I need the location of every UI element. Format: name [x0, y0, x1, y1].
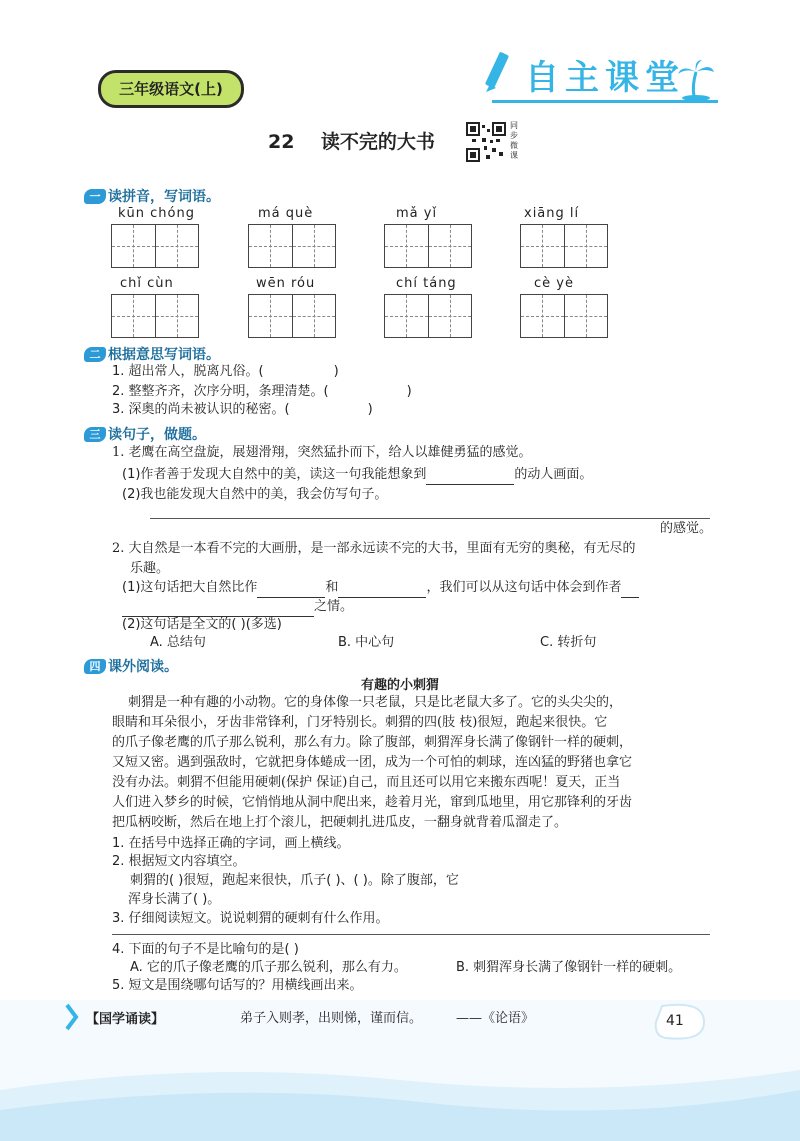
- brand-title: 自主课堂: [525, 58, 685, 98]
- section4-number: 四: [84, 659, 106, 674]
- section2-number: 二: [84, 347, 106, 362]
- section1-title: 读拼音，写词语。: [108, 189, 220, 205]
- q3-2-line2: 乐趣。: [130, 561, 170, 576]
- page-number-badge: [652, 1002, 708, 1042]
- section2-heading: [84, 344, 220, 364]
- q3-1-2-end: 的感觉。: [660, 521, 713, 536]
- lesson-number: 22: [268, 131, 295, 153]
- lesson-name: 读不完的大书: [320, 131, 435, 153]
- brand-underline: [492, 100, 718, 103]
- story-line-7: 把瓜柄咬断，然后在地上打个滚儿，把硬刺扎进瓜皮，一翻身就背着瓜溜走了。: [112, 815, 568, 830]
- bracket-close: ): [406, 384, 412, 399]
- writing-grid[interactable]: [111, 294, 199, 338]
- footer-quote: 弟子入则孝，出则悌，谨而信。: [240, 1011, 423, 1026]
- q4-4-option-a[interactable]: A. 它的爪子像老鹰的爪子那么锐利，那么有力。: [130, 960, 407, 975]
- footer-wave: [0, 1050, 800, 1141]
- q4-4-option-b[interactable]: B. 刺猬浑身长满了像钢针一样的硬刺。: [456, 960, 682, 975]
- bracket-close: ): [333, 364, 339, 379]
- writing-grid[interactable]: [520, 224, 608, 268]
- q4-3: 3. 仔细阅读短文。说说刺猬的硬刺有什么作用。: [112, 911, 389, 926]
- q3-2-2: (2)这句话是全文的( )(多选): [122, 617, 282, 632]
- story-line-5: 没有办法。刺猬不但能用硬刺(保护 保证)自己，而且还可以用它来搬东西呢！夏天，正当: [112, 775, 621, 790]
- pinyin-3: mǎ yǐ: [396, 206, 438, 221]
- page-number: 41: [666, 1013, 684, 1029]
- option-a[interactable]: A. 总结句: [150, 635, 206, 650]
- section4-heading: [84, 656, 178, 676]
- q-text: (1)这句话把大自然比作: [122, 580, 258, 595]
- section2-item-3: [112, 400, 373, 420]
- q4-2: 2. 根据短文内容填空。: [112, 854, 246, 869]
- section1-number: 一: [84, 189, 106, 204]
- section1-heading: [84, 186, 220, 206]
- answer-blank[interactable]: [257, 583, 325, 598]
- writing-grid[interactable]: [520, 294, 608, 338]
- q3-1-2: (2)我也能发现大自然中的美，我会仿写句子。: [122, 487, 388, 502]
- footer-source: ——《论语》: [456, 1011, 535, 1026]
- q-text: (1)作者善于发现大自然中的美，读这一句我能想象到: [122, 467, 427, 482]
- item-text: 3. 深奥的尚未被认识的秘密。(: [112, 402, 290, 417]
- pinyin-5: chǐ cùn: [120, 276, 174, 291]
- q3-2-line1: 2. 大自然是一本看不完的大画册，是一部永远读不完的大书，里面有无穷的奥秘，有无尽的: [112, 541, 636, 556]
- answer-line[interactable]: [112, 934, 710, 935]
- pinyin-7: chí táng: [396, 276, 457, 291]
- story-line-2: 眼睛和耳朵很小，牙齿非常锋利，门牙特别长。刺猬的四(肢 枝)很短，跑起来很快。它: [112, 715, 608, 730]
- pinyin-8: cè yè: [534, 276, 574, 291]
- writing-grid[interactable]: [248, 294, 336, 338]
- lesson-title: [268, 127, 435, 154]
- item-text: 2. 整整齐齐，次序分明，条理清楚。(: [112, 384, 329, 399]
- answer-blank[interactable]: [621, 583, 639, 598]
- palm-tree-icon: [676, 58, 716, 102]
- pinyin-1: kūn chóng: [118, 206, 195, 221]
- q3-1-1: [122, 465, 592, 485]
- q-text: 和: [325, 580, 339, 595]
- section3-heading: [84, 424, 206, 444]
- section4-title: 课外阅读。: [108, 659, 178, 675]
- q4-2-fill-2: 浑身长满了( )。: [128, 892, 221, 907]
- q-text: 的动人画面。: [514, 467, 593, 482]
- chevron-right-icon: [64, 1002, 80, 1032]
- story-line-6: 人们进入梦乡的时候，它悄悄地从洞中爬出来，趁着月光，窜到瓜地里，用它那锋利的牙齿: [112, 795, 633, 810]
- pencil-icon: [478, 48, 522, 98]
- writing-grid[interactable]: [111, 224, 199, 268]
- q3-2-1: [122, 578, 639, 598]
- qr-code-icon[interactable]: [466, 122, 506, 162]
- item-text: 1. 超出常人，脱离凡俗。(: [112, 364, 264, 379]
- writing-grid[interactable]: [384, 224, 472, 268]
- qr-label: 同步微课: [510, 121, 518, 160]
- section2-item-2: [112, 382, 412, 402]
- footer-tag: 【国学诵读】: [86, 1012, 165, 1027]
- answer-blank[interactable]: [338, 583, 426, 598]
- pinyin-2: má què: [258, 206, 314, 221]
- story-title: 有趣的小刺猬: [360, 678, 439, 693]
- section3-number: 三: [84, 427, 106, 442]
- pinyin-4: xiāng lí: [524, 206, 580, 221]
- answer-line[interactable]: [150, 518, 710, 519]
- q3-2-1-cont: [122, 597, 353, 617]
- section2-item-1: [112, 362, 339, 382]
- story-line-3: 的爪子像老鹰的爪子那么锐利，那么有力。除了腹部，刺猬浑身长满了像钢针一样的硬刺，: [112, 735, 633, 750]
- q-text: ，我们可以从这句话中体会到作者: [426, 580, 622, 595]
- q4-5: 5. 短文是围绕哪句话写的？用横线画出来。: [112, 978, 363, 993]
- story-line-1: 刺猬是一种有趣的小动物。它的身体像一只老鼠，只是比老鼠大多了。它的头尖尖的，: [128, 695, 623, 710]
- bracket-close: ): [367, 402, 373, 417]
- grade-badge: 三年级语文(上): [98, 70, 244, 108]
- q4-4: 4. 下面的句子不是比喻句的是( ): [112, 942, 299, 957]
- option-b[interactable]: B. 中心句: [338, 635, 395, 650]
- writing-grid[interactable]: [248, 224, 336, 268]
- q-text: 之情。: [314, 599, 354, 614]
- section3-title: 读句子，做题。: [108, 427, 206, 443]
- writing-grid[interactable]: [384, 294, 472, 338]
- q4-2-fill-1: 刺猬的( )很短，跑起来很快，爪子( )、( )。除了腹部，它: [130, 873, 459, 888]
- section2-title: 根据意思写词语。: [108, 347, 220, 363]
- answer-blank[interactable]: [426, 470, 514, 485]
- q3-1: 1. 老鹰在高空盘旋，展翅滑翔，突然猛扑而下，给人以雄健勇猛的感觉。: [112, 445, 532, 460]
- story-line-4: 又短又密。遇到强敌时，它就把身体蜷成一团，成为一个可怕的刺球，连凶猛的野猪也拿它: [112, 755, 633, 770]
- option-c[interactable]: C. 转折句: [540, 635, 597, 650]
- pinyin-6: wēn róu: [256, 276, 316, 291]
- q4-1: 1. 在括号中选择正确的字词，画上横线。: [112, 836, 350, 851]
